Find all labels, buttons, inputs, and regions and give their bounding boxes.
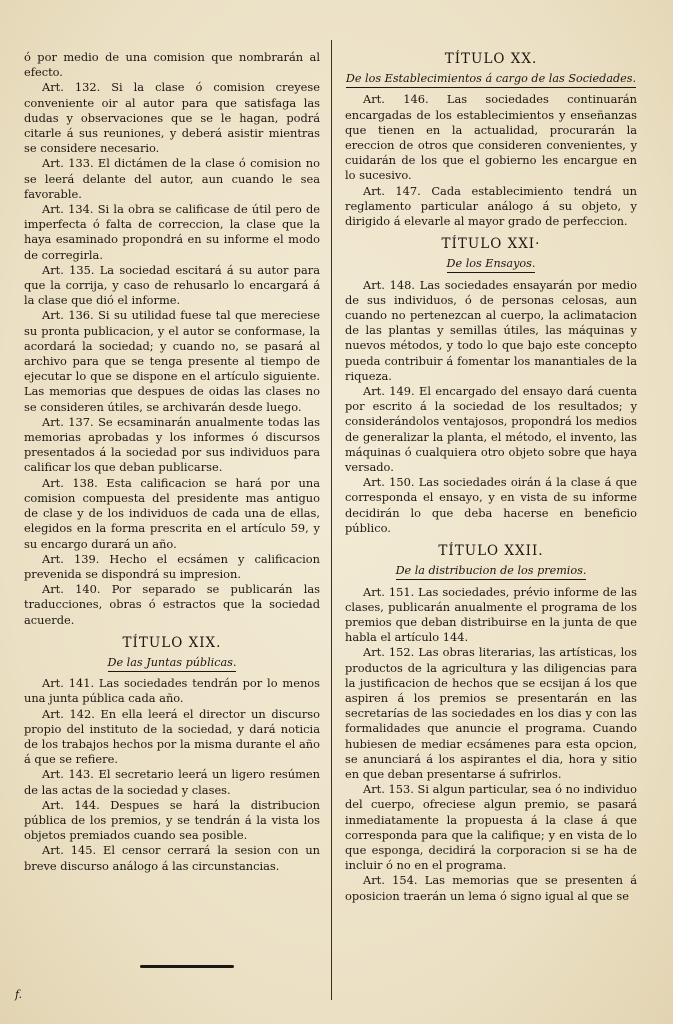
article-139: Art. 139. Hecho el ecsámen y calificacion prevenida se dispondrá su impresion. xyxy=(24,551,320,581)
article-135: Art. 135. La sociedad escitará á su autor para que la corrija, y caso de rehusarlo lo encargará á la clase que dió el informe. xyxy=(24,262,320,308)
subtitle-xx-text: De los Establecimientos á cargo de las Sociedades. xyxy=(346,72,636,88)
article-138: Art. 138. Esta calificacion se hará por una comision compuesta del presidente mas antiguo de clase y de los individuos de cada una de ellas, elegidos en la forma prescrita en el artículo 59, y su encargo durará un año. xyxy=(24,475,320,551)
article-149: Art. 149. El encargado del ensayo dará cuenta por escrito á la sociedad de los resultados; y considerándolos ventajosos, propondrá los medios de generalizar la planta, el método, el invento, las máquinas ó cualquiera otro objeto sobre que haya versado. xyxy=(345,384,637,475)
article-137: Art. 137. Se ecsaminarán anualmente todas las memorias aprobadas y los informes ó discursos presentados á la sociedad por sus individuos para calificar los que deban publicarse. xyxy=(24,414,320,475)
column-divider xyxy=(331,40,332,1000)
article-133: Art. 133. El dictámen de la clase ó comision no se leerá delante del autor, aun cuando le sea favorable. xyxy=(24,156,320,201)
article-143: Art. 143. El secretario leerá un ligero resúmen de las actas de la sociedad y clases. xyxy=(24,767,320,797)
subtitle-xxi-text: De los Ensayos. xyxy=(447,257,536,273)
page-signature-mark: f. xyxy=(15,988,23,1001)
article-142: Art. 142. En ella leerá el director un discurso propio del instituto de la sociedad, y dará noticia de los trabajos hechos por la misma durante el año á que se refiere. xyxy=(24,706,320,767)
article-147: Art. 147. Cada establecimiento tendrá un reglamento particular análogo á su objeto, y dirigido á elevarle al mayor grado de perfeccion. xyxy=(345,183,637,229)
article-146: Art. 146. Las sociedades continuarán encargadas de los establecimientos y enseñanzas que tienen en la actualidad, procurarán la ereccion de otros que consideren convenientes, y cuidarán de los que el gobierno les encargue en lo sucesivo. xyxy=(345,92,637,183)
subtitle-xix-text: De las Juntas públicas. xyxy=(108,656,237,672)
article-141: Art. 141. Las sociedades tendrán por lo menos una junta pública cada año. xyxy=(24,676,320,706)
article-144: Art. 144. Despues se hará la distribucion pública de los premios, y se tendrán á la vista los objetos premiados cuando sea posible. xyxy=(24,797,320,843)
subtitle-xx xyxy=(345,71,637,86)
subtitle-xix xyxy=(24,655,320,670)
article-140: Art. 140. Por separado se publicarán las traducciones, obras ó estractos que la sociedad acuerde. xyxy=(24,582,320,627)
paragraph: ó por medio de una comision que nombrarán al efecto. xyxy=(24,50,320,80)
end-flourish xyxy=(140,965,234,968)
left-column xyxy=(24,50,320,874)
title-xx: TÍTULO XX. xyxy=(444,51,538,67)
title-xix: TÍTULO XIX. xyxy=(122,634,222,651)
subtitle-xxii-text: De la distribucion de los premios. xyxy=(396,564,587,580)
article-152: Art. 152. Las obras literarias, las artísticas, los productos de la agricultura y las diligencias para la justificacion de hechos que se ecsijan á los que aspiren á los premios se presentarán en las secretarías de las sociedades en los dias y con las formalidades que anuncie el programa. Cuando hubiesen de mediar ecsámenes para esta opcion, se anunciará á los aspirantes el dia, hora y sitio en que deban presentarse á sufrirlos. xyxy=(345,645,637,781)
title-xxii: TÍTULO XXII. xyxy=(438,543,544,560)
article-151: Art. 151. Las sociedades, prévio informe de las clases, publicarán anualmente el programa de los premios que deban distribuirse en la junta de que habla el artículo 144. xyxy=(345,584,637,645)
article-134: Art. 134. Si la obra se calificase de útil pero de imperfecta ó falta de correccion, la clase que la haya esaminado propondrá en su informe el modo de corregirla. xyxy=(24,202,320,262)
right-column xyxy=(345,52,637,904)
subtitle-xxi xyxy=(345,256,637,271)
article-150: Art. 150. Las sociedades oirán á la clase á que corresponda el ensayo, y en vista de su informe decidirán lo que deba hacerse en beneficio público. xyxy=(345,475,637,535)
title-xxi: TÍTULO XXI· xyxy=(441,236,541,253)
article-136: Art. 136. Si su utilidad fuese tal que mereciese su pronta publicacion, y el autor se conformase, la acordará la sociedad; y cuando no, se pasará al archivo para que se tenga presente al tiempo de ejecutar lo que se dispone en el artículo siguiente. Las memorias que despues de oidas las clases no se consideren útiles, se archivarán desde luego. xyxy=(24,308,320,414)
subtitle-xxii xyxy=(345,563,637,578)
article-154: Art. 154. Las memorias que se presenten á oposicion traerán un lema ó signo igual al que se xyxy=(345,873,637,903)
article-132: Art. 132. Si la clase ó comision creyese conveniente oir al autor para que satisfaga las dudas y observaciones que se le hagan, podrá citarle á sus reuniones, y deberá asistir mientras se considere necesario. xyxy=(24,80,320,156)
article-153: Art. 153. Si algun particular, sea ó no individuo del cuerpo, ofreciese algun premio, se pasará inmediatamente la propuesta á la clase á que corresponda para que la califique; y en vista de lo que esponga, decidirá la corporacion si se ha de incluir ó no en el programa. xyxy=(345,782,637,873)
article-145: Art. 145. El censor cerrará la sesion con un breve discurso análogo á las circunstancias. xyxy=(24,843,320,873)
article-148: Art. 148. Las sociedades ensayarán por medio de sus individuos, ó de personas celosas, aun cuando no pertenezcan al cuerpo, la aclimatacion de las plantas y semillas útiles, las máquinas y nuevos métodos, y todo lo que bajo este concepto pueda contribuir á fomentar los manantiales de la riqueza. xyxy=(345,277,637,383)
